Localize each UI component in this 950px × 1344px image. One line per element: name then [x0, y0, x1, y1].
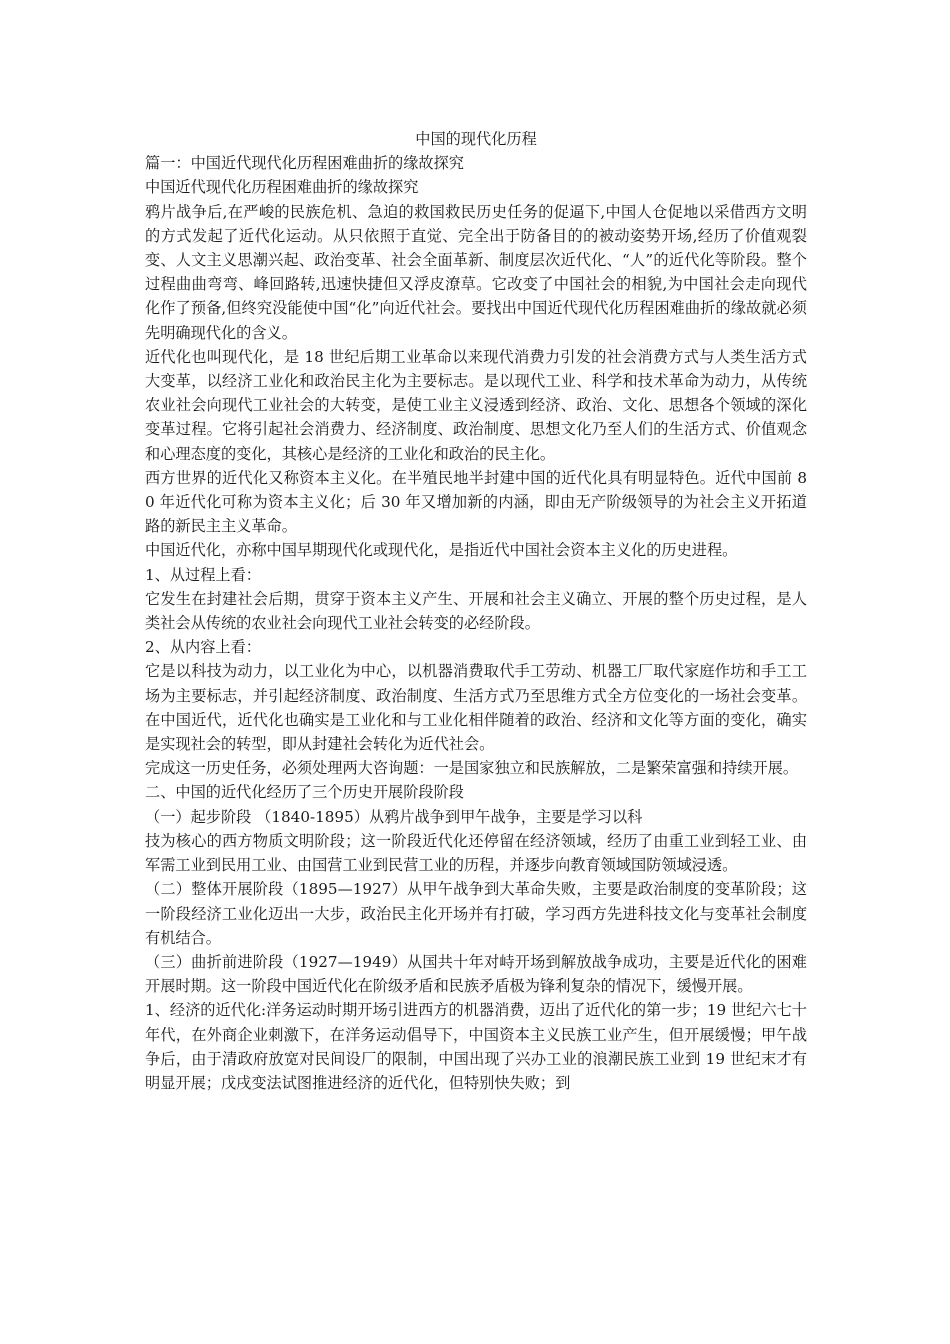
paragraph: 西方世界的近代化又称资本主义化。在半殖民地半封建中国的近代化具有明显特色。近代中国前 80 年近代化可称为资本主义化；后 30 年又增加新的内涵，即由无产阶级领导的为社会主义开拓道路的新民主主义革命。 — [145, 468, 807, 536]
document-title: 中国的现代化历程 — [415, 130, 537, 148]
paragraph: 中国近代现代化历程困难曲折的缘故探究 — [145, 178, 419, 197]
paragraph: 近代化也叫现代化，是 18 世纪后期工业革命以来现代消费力引发的社会消费方式与人类生活方式大变革，以经济工业化和政治民主化为主要标志。是以现代工业、科学和技术革命为动力，从传统农业社会向现代工业社会的大转变，是使工业主义浸透到经济、政治、文化、思想各个领域的深化变革过程。它将引起社会消费力、经济制度、政治制度、思想文化乃至人们的生活方式、价值观念和心理态度的变化，其核心是经济的工业化和政治的民主化。 — [145, 347, 807, 463]
paragraph: 鸦片战争后,在严峻的民族危机、急迫的救国救民历史任务的促逼下,中国人仓促地以采借西方文明的方式发起了近代化运动。从只依照于直觉、完全出于防备目的的被动姿势开场,经历了价值观裂变、人文主义思潮兴起、政治变革、社会全面革新、制度层次近代化、“人”的近代化等阶段。整个过程曲曲弯弯、峰回路转,迅速快捷但又浮皮潦草。它改变了中国社会的相貌,为中国社会走向现代化作了预备,但终究没能使中国“化”向近代社会。要找出中国近代现代化历程困难曲折的缘故就必须先明确现代化的含义。 — [145, 202, 807, 342]
paragraph: 技为核心的西方物质文明阶段；这一阶段近代化还停留在经济领域，经历了由重工业到轻工业、由军需工业到民用工业、由国营工业到民营工业的历程，并逐步向教育领域国防领域浸透。 — [145, 831, 807, 875]
paragraph: 二、中国的近代化经历了三个历史开展阶段阶段 — [145, 783, 464, 802]
paragraph: 它是以科技为动力，以工业化为中心，以机器消费取代手工劳动、机器工厂取代家庭作坊和手工工场为主要标志，并引起经济制度、政治制度、生活方式乃至思维方式全方位变化的一场社会变革。在中国近代，近代化也确实是工业化和与工业化相伴随着的政治、经济和文化等方面的变化，确实是实现社会的转型，即从封建社会转化为近代社会。 — [145, 662, 807, 754]
paragraph: 2、从内容上看： — [145, 638, 261, 657]
paragraph: （一）起步阶段 （1840-1895）从鸦片战争到甲午战争，主要是学习以科 — [145, 807, 643, 826]
paragraph: 完成这一历史任务，必须处理两大咨询题：一是国家独立和民族解放，二是繁荣富强和持续开展。 — [145, 759, 799, 778]
paragraph: 1、经济的近代化:洋务运动时期开场引进西方的机器消费，迈出了近代化的第一步；19 世纪六七十年代，在外商企业刺激下，在洋务运动倡导下，中国资本主义民族工业产生，但开展缓慢；甲午战争后，由于清政府放宽对民间设厂的限制，中国出现了兴办工业的浪潮民族工业到 19 世纪末才有明显开展；戊戌变法试图推进经济的近代化，但特别快失败；到 — [145, 1001, 807, 1092]
paragraph: 篇一：中国近代现代化历程困难曲折的缘故探究 — [145, 154, 464, 173]
document-body — [145, 127, 807, 1095]
paragraph: 它发生在封建社会后期，贯穿于资本主义产生、开展和社会主义确立、开展的整个历史过程，是人类社会从传统的农业社会向现代工业社会转变的必经阶段。 — [145, 589, 807, 633]
paragraph: 1、从过程上看： — [145, 565, 261, 584]
paragraph: （二）整体开展阶段（1895—1927）从甲午战争到大革命失败，主要是政治制度的变革阶段；这一阶段经济工业化迈出一大步，政治民主化开场并有打破，学习西方先进科技文化与变革社会制度有机结合。 — [145, 880, 807, 947]
paragraph: 中国近代化，亦称中国早期现代化或现代化，是指近代中国社会资本主义化的历史进程。 — [145, 541, 738, 560]
paragraph: （三）曲折前进阶段（1927—1949）从国共十年对峙开场到解放战争成功，主要是近代化的困难开展时期。这一阶段中国近代化在阶级矛盾和民族矛盾极为锋利复杂的情况下，缓慢开展。 — [145, 952, 807, 996]
